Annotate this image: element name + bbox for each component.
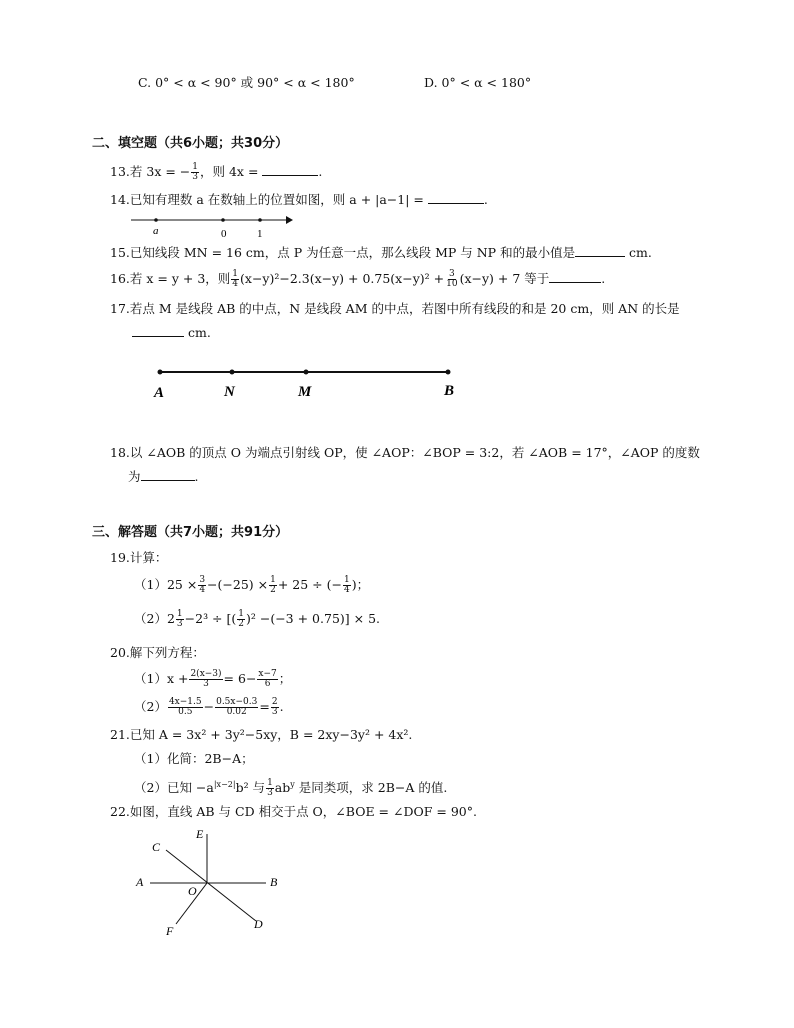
- label-a: a: [153, 225, 159, 237]
- label-B: B: [270, 875, 278, 889]
- label-E: E: [196, 827, 204, 841]
- segment-figure: [148, 362, 468, 404]
- question-15: 15.已知线段 MN = 16 cm，点 P 为任意一点，那么线段 MP 与 NP 和的最小值是 cm.: [110, 245, 652, 260]
- label-N: N: [224, 384, 235, 400]
- question-18: 18.以 ∠AOB 的顶点 O 为端点引射线 OP，使 ∠AOP：∠BOP = 3:2，若 ∠AOB = 17°，∠AOP 的度数: [110, 445, 700, 460]
- point-1: [258, 218, 262, 222]
- label-B: B: [444, 383, 455, 399]
- label-O: O: [188, 884, 197, 898]
- label-0: 0: [221, 228, 227, 240]
- point-0: [221, 218, 225, 222]
- section-title-fill-in: 二、填空题（共6小题；共30分）: [92, 136, 289, 151]
- line-cd: [166, 850, 256, 921]
- arrow-head-icon: [286, 216, 293, 224]
- answer-blank: [428, 191, 484, 204]
- option-c: C. 0° < α < 90° 或 90° < α < 180°: [138, 75, 355, 90]
- label-1: 1: [257, 228, 263, 240]
- point-B: [446, 370, 451, 375]
- question-20: 20.解下列方程：: [110, 645, 205, 660]
- section-title-solve: 三、解答题（共7小题；共91分）: [92, 525, 289, 540]
- question-19-part2: （2）2 $\frac{1}{3}$ −2³ ÷ [( $\frac{1}{2}$ )² −(−3 + 0.75)] × 5.: [134, 609, 380, 629]
- label-D: D: [254, 917, 263, 931]
- question-21-part2: （2）已知 $-a^{|x-2|}b^2$ 与 $\frac{1}{3}$ $ab^y$ 是同类项，求 2B−A 的值.: [134, 778, 448, 799]
- question-21: 21.已知 A = 3x² + 3y²−5xy，B = 2xy−3y² + 4x².: [110, 727, 413, 742]
- label-M: M: [298, 384, 312, 400]
- answer-blank: [132, 324, 184, 337]
- question-20-part1: （1）x + $\frac{2(x-3)}{3}$ = 6− $\frac{x-7}{6}$ ；: [134, 669, 292, 689]
- question-20-part2: （2） $\frac{4x-1.5}{0.5}$ − $\frac{0.5x-0.3}{0.02}$ = $\frac{2}{3}$ .: [134, 697, 284, 717]
- question-21-part1: （1）化简：2B−A；: [134, 751, 254, 766]
- question-22: 22.如图，直线 AB 与 CD 相交于点 O，∠BOE = ∠DOF = 90°.: [110, 804, 477, 819]
- label-C: C: [152, 840, 161, 854]
- number-line-figure: [126, 212, 296, 240]
- question-13: 13.若 3x = − $\frac{1}{3}$ ，则 4x = .: [110, 162, 323, 182]
- answer-blank: [575, 244, 625, 257]
- question-18-line2: 为 .: [128, 469, 199, 484]
- question-16: 16.若 x = y + 3，则 $\frac{1}{4}$ (x−y)²−2.3(x−y) + 0.75(x−y)² + $\frac{3}{10}$ (x−y) + 7 等于 .: [110, 269, 606, 289]
- question-19: 19.计算：: [110, 550, 168, 565]
- question-17-line2: cm.: [132, 324, 211, 342]
- answer-blank: [262, 163, 318, 176]
- point-A: [158, 370, 163, 375]
- answer-blank: [549, 270, 601, 283]
- answer-blank: [141, 468, 195, 481]
- point-M: [304, 370, 309, 375]
- label-A: A: [136, 875, 144, 889]
- question-19-part1: （1）25 × $\frac{3}{4}$ −(−25) × $\frac{1}{2}$ + 25 ÷ (− $\frac{1}{4}$ )；: [134, 575, 370, 595]
- question-14: 14.已知有理数 a 在数轴上的位置如图，则 a + |a−1| = .: [110, 192, 488, 207]
- question-17: 17.若点 M 是线段 AB 的中点，N 是线段 AM 的中点，若图中所有线段的和是 20 cm，则 AN 的长是: [110, 301, 680, 316]
- label-F: F: [166, 924, 174, 938]
- label-A: A: [154, 385, 165, 401]
- point-N: [230, 370, 235, 375]
- option-d: D. 0° < α < 180°: [424, 75, 532, 90]
- intersecting-lines-figure: [130, 824, 290, 940]
- point-a: [154, 218, 158, 222]
